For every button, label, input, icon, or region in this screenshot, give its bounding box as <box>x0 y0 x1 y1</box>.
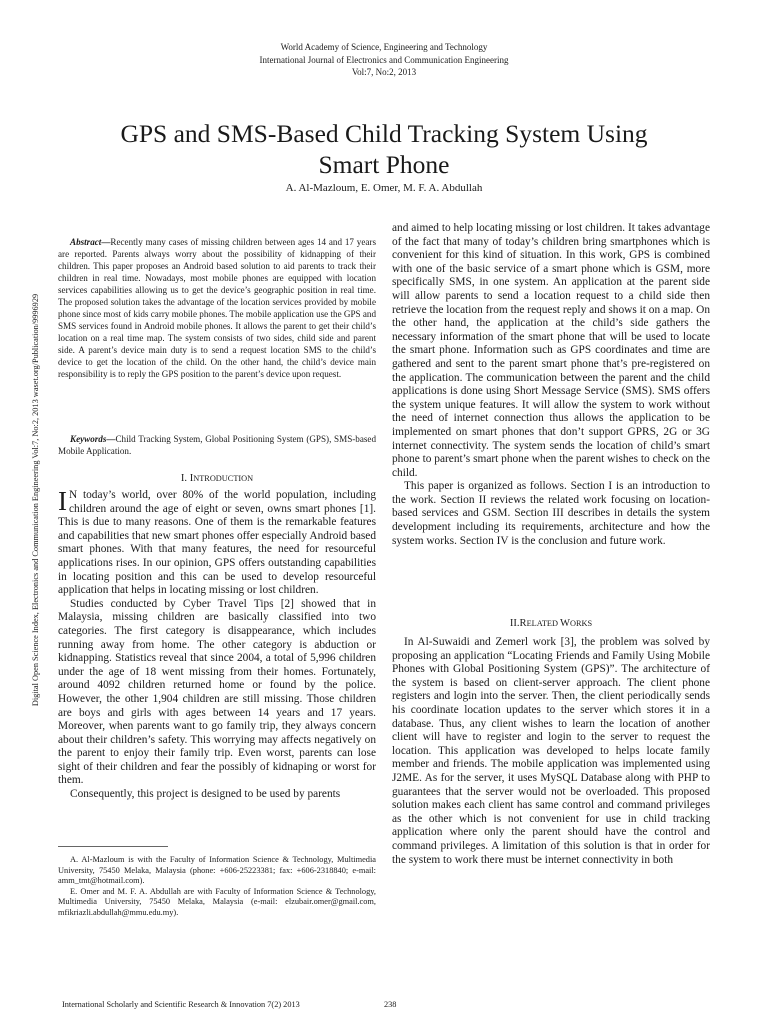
intro-paragraph-5: This paper is organized as follows. Section I is an introduction to the work. Section II reviews the related work focusing on location-based services and GSM. Section III describes in details the system development including its requirements, architecture and how the system works. Section IV is the conclusion and future work. <box>392 480 710 547</box>
introduction-column-right <box>392 222 710 548</box>
related-works-body <box>392 636 710 867</box>
abstract-text: Recently many cases of missing children between ages 14 and 17 years are reported. Parents always worry about the possibility of kidnapping of their children. This paper proposes an Android based solution to aid parents to track their children in real time. Nowadays, most mobile phones are equipped with location services capabilities allowing us to get the device’s geographic position in real time. The proposed solution takes the advantage of the location services provided by mobile phone since most of kids carry mobile phones. The mobile application use the GPS and SMS services found in Android mobile phones. It allows the parent to get their child’s location on a real time map. The system consists of two sides, child side and parent side. A parent’s device main duty is to send a request location SMS to the child’s device to get the location of the child. On the other hand, the child’s device main responsibility is to reply the GPS position to the parent’s device upon request. <box>58 237 376 379</box>
section-heading-introduction: I. INTRODUCTION <box>180 473 254 484</box>
abstract-dash: — <box>101 237 111 247</box>
abstract-label: Abstract <box>70 237 102 247</box>
journal-name: International Journal of Electronics and Communication Engineering <box>259 54 509 65</box>
keywords-dash: — <box>106 434 116 444</box>
paper-title-line-1: GPS and SMS-Based Child Tracking System Using <box>120 119 648 148</box>
keywords-text: Child Tracking System, Global Positioning System (GPS), SMS-based Mobile Application. <box>58 434 376 456</box>
section-heading-related-works: II.RELATED WORKS <box>509 618 593 629</box>
abstract <box>58 236 376 380</box>
intro-paragraph-4: and aimed to help locating missing or lost children. It takes advantage of the fact that many of today’s children bring smartphones which is convenient for this kind of situation. In this work, GPS is combined with one of the basic service of a smart phone which is GSM, more specifically SMS, in one system. An application at the parent side will allow parents to send a location request to a child side then retrieve the location from the request reply and shows it on a map. On the other hand, the application at the child’s side gathers the necessary information of the smart phone that will be used to locate the smart phone. Information such as GPS coordinates and time are gathered and sent to the parent smart phone that’s pre-registered on the application. The communication between the parent and the child applications is done using Short Message Service (SMS). SMS offers the system unique features. It will allow the system to work without the need of internet connection thus allows the application to be implemented on smart phones that don’t support GPRS, 2G or 3G internet connectivity. The system sends the location of child’s smart phone to parent’s smart phone when the parent wishes to check on the child. <box>392 222 710 479</box>
introduction-column-left <box>58 486 376 802</box>
journal-publisher: World Academy of Science, Engineering and Technology <box>280 42 488 52</box>
intro-paragraph-2: Studies conducted by Cyber Travel Tips [2] showed that in Malaysia, missing children are basically classified into two categories. The first category is disappearance, which includes running away from home. The other category is abduction or kidnapping. Statistics reveal that since 2004, a total of 5,996 children under the age of 18 went missing from their homes. Fortunately, around 4092 children returned home or found by the police. However, the other 1,904 children are still missing. Those children are boys and girls with ages between 14 years and 17 years. Moreover, when parents want to go family trip, they always concern about their children’s safety. This worrying may affects negatively on the parent to enjoy their family trip. Even worst, parents can lose sight of their children and fear the possibly of kidnaping or worst for them. <box>58 597 376 787</box>
keywords-label: Keywords <box>70 434 107 444</box>
paper-title <box>40 118 728 180</box>
side-index-text: Digital Open Science Index, Electronics and Communication Engineering Vol:7, No:2, 2013 waset.org/Publication/9996929 <box>31 293 40 707</box>
footer-publication: International Scholarly and Scientific Research & Innovation 7(2) 2013 <box>62 1000 300 1009</box>
footnote-author-1: A. Al-Mazloum is with the Faculty of Information Science & Technology, Multimedia University, 75450 Melaka, Malaysia (phone: +606-25223381; fax: +606-2318840; e-mail: amm_tmt@hotmail.com). <box>58 855 376 885</box>
journal-header <box>0 41 768 79</box>
footnotes <box>58 855 376 918</box>
paper-title-line-2: Smart Phone <box>318 150 450 179</box>
drop-cap: I <box>58 486 67 516</box>
side-index-strip <box>30 293 42 707</box>
footnote-author-2: E. Omer and M. F. A. Abdullah are with Faculty of Information Science & Technology, Multimedia University, 75450 Melaka, Malaysia (e-mail: elzubair.omer@gmail.com, mfikriazli.abdullah@mmu.edu.my). <box>58 886 376 917</box>
intro-paragraph-3: Consequently, this project is designed to be used by parents <box>70 788 341 801</box>
related-works-paragraph-1: In Al-Suwaidi and Zemerl work [3], the problem was solved by proposing an application “Locating Friends and Family Using Mobile Phones with Global Positioning System (GPS)”. The architecture of the system is based on client-server approach. The client phone registers and login into the server. Then, the client periodically sends his coordinate location updates to the server which stores it in a database. Thus, any client wishes to learn the location of another client will have to register and login to the server to request the location. This application was developed to helps locate family member and friends. The mobile application was implemented using J2ME. As for the server, it uses MySQL Database along with PHP to guarantees that the server would not be overloaded. This proposed solution makes each client has same control and command privileges as the other which is not convenient for use in child tracking application where only the parent should have the control and command privileges. A limitation of this solution is that in order for the system to work there must be internet connectivity in both <box>392 636 710 866</box>
paper-authors: A. Al-Mazloum, E. Omer, M. F. A. Abdullah <box>285 182 483 194</box>
footnote-divider <box>58 846 168 847</box>
intro-paragraph-1: N today’s world, over 80% of the world population, including children around the age of eight or seven, owns smart phones [1]. This is due to many reasons. One of them is the remarkable features and capabilities that new smart phones offer especially Android based smart phones. With that many features, the need for resourceful applications rises. In our opinion, GPS offers outstanding capabilities in locating position and this can be used to develop resourceful application that helps in locating missing or lost children. <box>58 489 376 597</box>
page-number: 238 <box>384 1000 397 1009</box>
keywords <box>58 433 376 457</box>
journal-volume: Vol:7, No:2, 2013 <box>351 67 417 77</box>
